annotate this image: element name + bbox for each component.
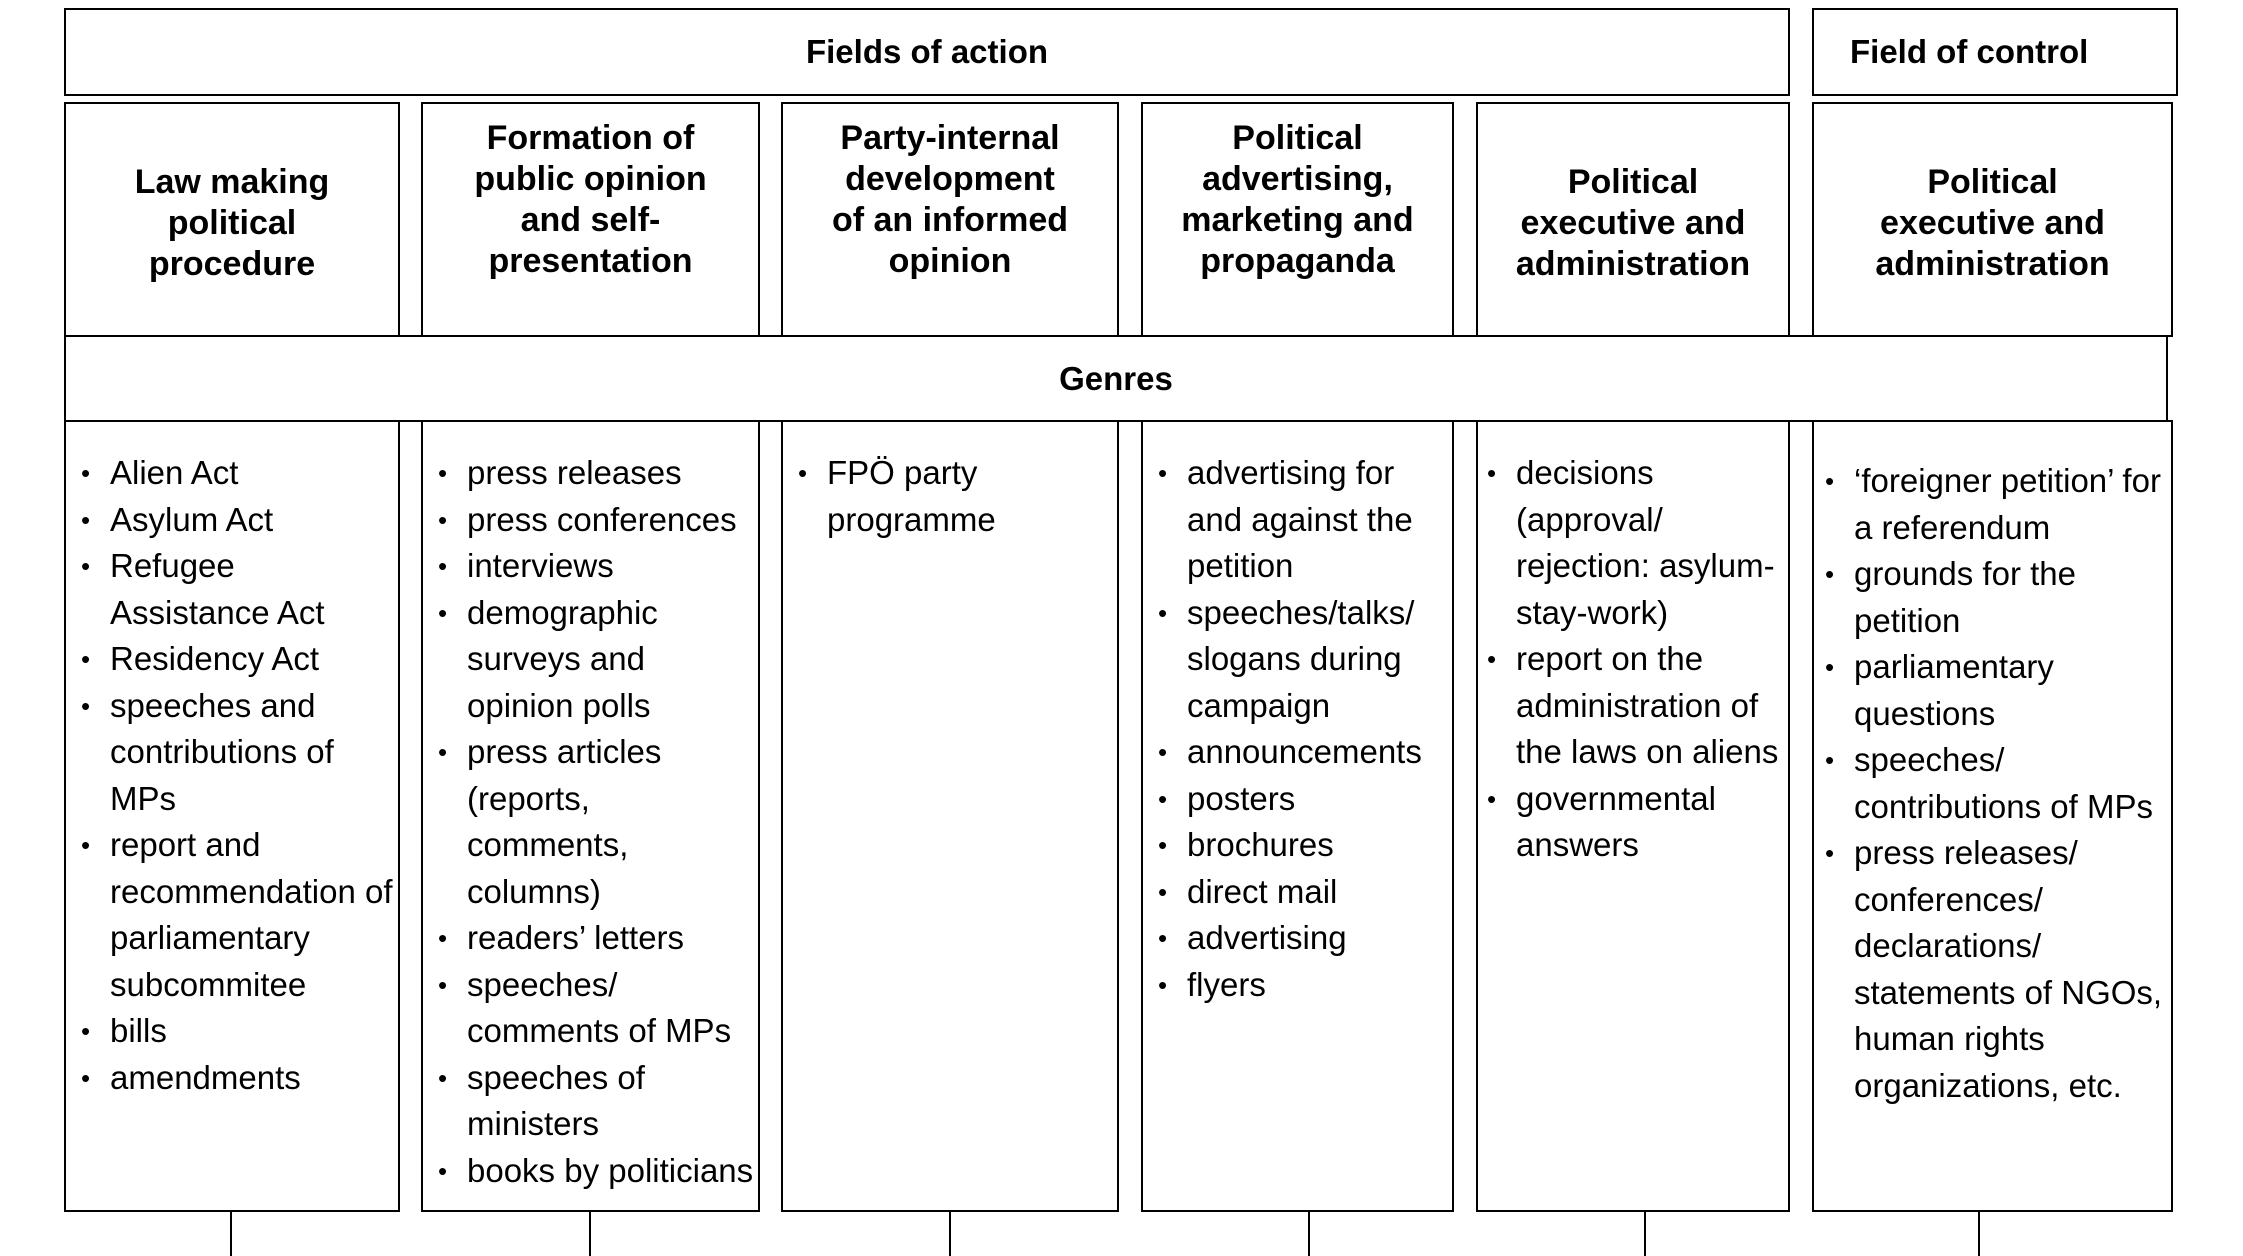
genre-list bbox=[66, 450, 398, 1101]
list-item: • flyers bbox=[1187, 962, 1452, 1009]
column-header-public-opinion: Formation of public opinion and self- presentation bbox=[421, 102, 760, 337]
list-item: • speeches/ contributions of MPs bbox=[1854, 737, 2171, 830]
field-of-control-header: Field of control bbox=[1812, 8, 2178, 96]
column-header-law-making: Law making political procedure bbox=[64, 102, 400, 337]
list-item: • readers’ letters bbox=[467, 915, 758, 962]
list-item: • Residency Act bbox=[110, 636, 398, 683]
column-body-executive-administration bbox=[1476, 420, 1790, 1212]
genre-list bbox=[783, 450, 1117, 543]
connector-line bbox=[589, 1212, 591, 1256]
list-item: • interviews bbox=[467, 543, 758, 590]
column-header-party-internal: Party-internal development of an informed opinion bbox=[781, 102, 1119, 337]
list-item: • press conferences bbox=[467, 497, 758, 544]
connector-line bbox=[230, 1212, 232, 1256]
list-item: • decisions (approval/ rejection: asylum-stay-work) bbox=[1516, 450, 1788, 636]
list-item: • announcements bbox=[1187, 729, 1452, 776]
column-header-political-advertising: Political advertising, marketing and propaganda bbox=[1141, 102, 1454, 337]
column-header-executive-administration: Political executive and administration bbox=[1476, 102, 1790, 337]
column-body-public-opinion bbox=[421, 420, 760, 1212]
list-item: • speeches/talks/ slogans during campaign bbox=[1187, 590, 1452, 730]
genre-list bbox=[423, 450, 758, 1194]
list-item: • speeches/ comments of MPs bbox=[467, 962, 758, 1055]
list-item: • speeches and contributions of MPs bbox=[110, 683, 398, 823]
list-item: • advertising for and against the petition bbox=[1187, 450, 1452, 590]
list-item: • speeches of ministers bbox=[467, 1055, 758, 1148]
list-item: • report on the administration of the laws on aliens bbox=[1516, 636, 1788, 776]
list-item: • posters bbox=[1187, 776, 1452, 823]
list-item: • Alien Act bbox=[110, 450, 398, 497]
list-item: • parliamentary questions bbox=[1854, 644, 2171, 737]
list-item: • report and recommendation of parliamentary subcommitee bbox=[110, 822, 398, 1008]
fields-of-action-header: Fields of action bbox=[64, 8, 1790, 96]
column-header-control-executive-administration: Political executive and administration bbox=[1812, 102, 2173, 337]
list-item: • press articles (reports, comments, columns) bbox=[467, 729, 758, 915]
connector-line bbox=[1978, 1212, 1980, 1256]
genre-list bbox=[1143, 450, 1452, 1008]
list-item: • FPÖ party programme bbox=[827, 450, 1117, 543]
column-body-party-internal bbox=[781, 420, 1119, 1212]
list-item: • Asylum Act bbox=[110, 497, 398, 544]
list-item: • press releases/ conferences/ declarations/ statements of NGOs, human rights organizations, etc. bbox=[1854, 830, 2171, 1109]
list-item: • governmental answers bbox=[1516, 776, 1788, 869]
list-item: • Refugee Assistance Act bbox=[110, 543, 398, 636]
list-item: • demographic surveys and opinion polls bbox=[467, 590, 758, 730]
list-item: • bills bbox=[110, 1008, 398, 1055]
connector-line bbox=[1308, 1212, 1310, 1256]
list-item: • amendments bbox=[110, 1055, 398, 1102]
list-item: • direct mail bbox=[1187, 869, 1452, 916]
list-item: • press releases bbox=[467, 450, 758, 497]
genre-list bbox=[1478, 450, 1788, 869]
connector-line bbox=[1644, 1212, 1646, 1256]
list-item: • books by politicians bbox=[467, 1148, 758, 1195]
column-body-political-advertising bbox=[1141, 420, 1454, 1212]
column-body-law-making bbox=[64, 420, 400, 1212]
genres-band: Genres bbox=[64, 335, 2168, 422]
list-item: • advertising bbox=[1187, 915, 1452, 962]
connector-line bbox=[949, 1212, 951, 1256]
list-item: • brochures bbox=[1187, 822, 1452, 869]
list-item: • grounds for the petition bbox=[1854, 551, 2171, 644]
genre-list bbox=[1814, 458, 2171, 1109]
list-item: • ‘foreigner petition’ for a referendum bbox=[1854, 458, 2171, 551]
column-body-control-executive-administration bbox=[1812, 420, 2173, 1212]
